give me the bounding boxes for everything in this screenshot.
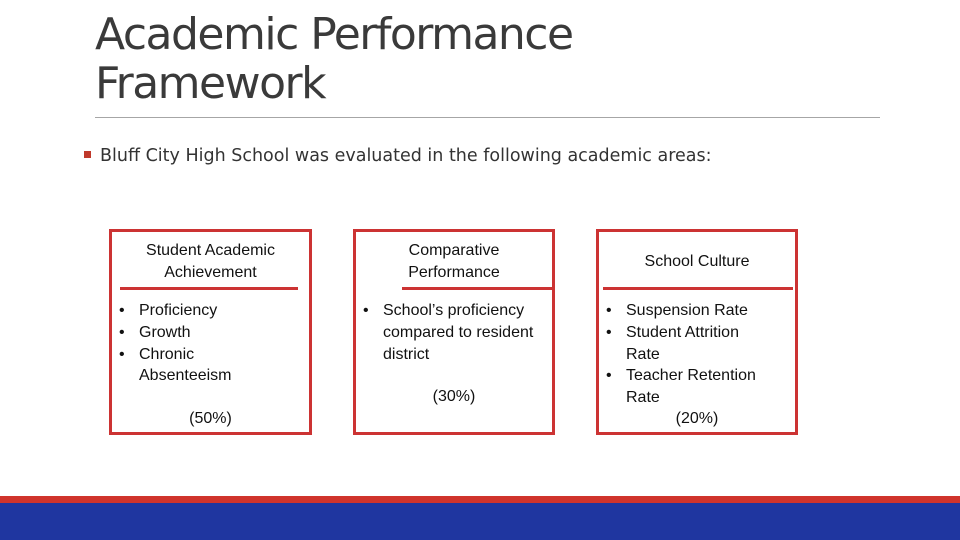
footer-band-red [0,496,960,503]
area-heading-line-2: Performance [408,264,500,281]
area-heading-divider [603,287,793,290]
area-box-student-achievement [109,229,312,435]
criteria-item: • Student Attrition Rate [601,322,751,366]
area-heading-line-1: Comparative [408,242,500,259]
area-box-school-culture [596,229,798,435]
criteria-item: • School’s proficiency compared to resident district [358,300,554,365]
area-heading-line-1: School Culture [644,253,750,270]
area-heading-divider [402,287,552,290]
area-criteria-list [114,300,304,387]
slide-title-line-1: Academic Performance [95,9,573,60]
intro-bullet [84,146,712,166]
criteria-item: • Suspension Rate [601,300,791,322]
criteria-item: • Growth [114,322,304,344]
footer-band-blue [0,503,960,540]
area-heading [112,236,309,288]
title-divider [95,117,880,118]
area-box-comparative-performance [353,229,555,435]
slide-title [95,10,573,108]
area-weight: (50%) [189,410,232,427]
area-weight: (20%) [675,410,719,427]
area-weight: (30%) [432,388,476,405]
criteria-item: • Teacher Retention Rate [601,365,781,409]
area-heading-line-2: Achievement [164,264,257,281]
criteria-item: • Proficiency [114,300,304,322]
intro-text: Bluff City High School was evaluated in the following academic areas: [100,146,712,166]
criteria-item: • Chronic Absenteeism [114,344,254,388]
area-heading-divider [120,287,298,290]
area-heading [599,236,795,288]
area-criteria-list [601,300,791,409]
square-bullet-icon [84,151,91,158]
area-heading [356,236,552,288]
slide-title-line-2: Framework [95,58,326,109]
area-criteria-list [358,300,554,365]
area-heading-line-1: Student Academic [146,242,275,259]
